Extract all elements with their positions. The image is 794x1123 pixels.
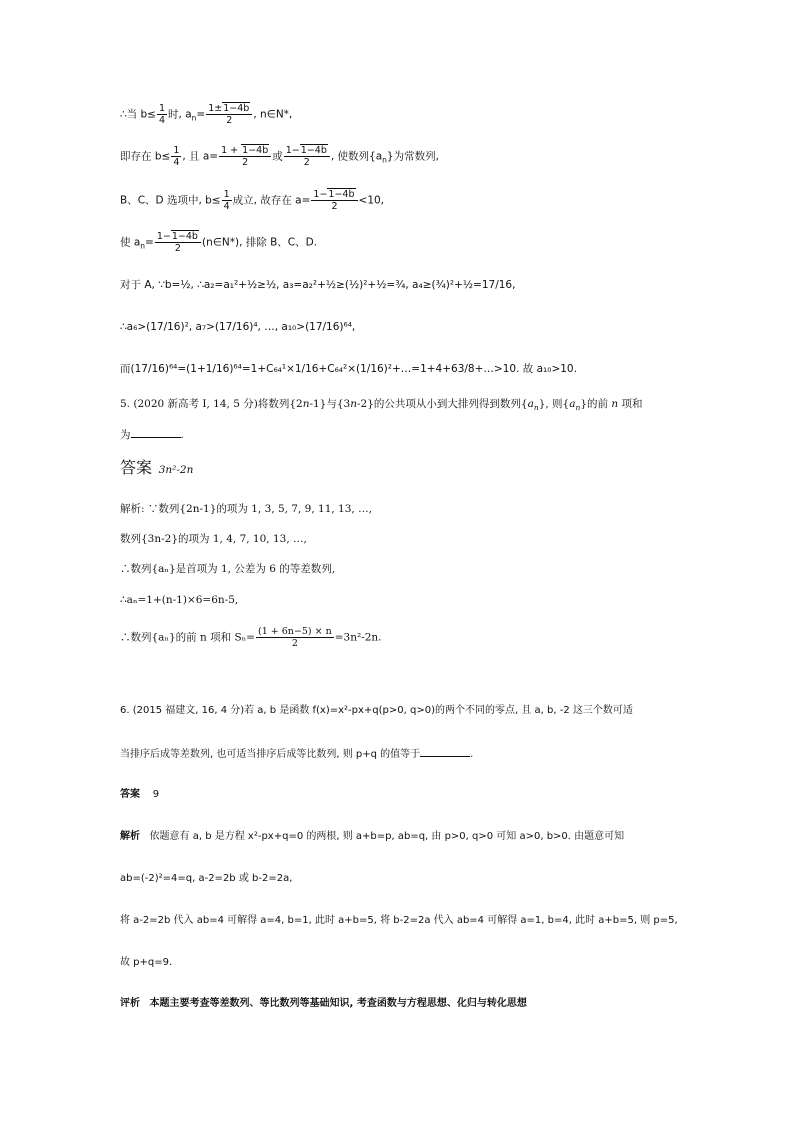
q6-answer-label: 答案 [120,789,140,800]
q6-comment: 评析 本题主要考查等差数列、等比数列等基础知识, 考查函数与方程思想、化归与转化思想 [120,998,527,1009]
q6-title-line2: 当排序后成等差数列, 也可适当排序后成等比数列, 则 p+q 的值等于 . [120,746,473,762]
prev-line-2: 即存在 b≤ $\frac{1}{4}$ , 且 a= $\frac{1 + 1-4b}{2}$ 或 $\frac{1-1-4b}{2}$ , 使数列$\{a_n\}$为常数列, [120,145,439,168]
q5-solution-2: 数列{3n-2}的项为 1, 4, 7, 10, 13, …, [120,533,307,545]
q5-solution-5: ∴数列{aₙ}的前 n 项和 Sₙ= $\frac{(1 + 6n-5) \times n}{2}$ =3n²-2n. [120,626,382,649]
q5-answer [120,458,194,477]
q5-solution-1: 解析: ∵数列{2n-1}的项为 1, 3, 5, 7, 9, 11, 13, …, [120,503,372,515]
q6-analysis-3: 将 a-2=2b 代入 ab=4 可解得 a=4, b=1, 此时 a+b=5, 将 b-2=2a 代入 ab=4 可解得 a=1, b=4, 此时 a+b=5, 则 p=5, [120,915,678,926]
prev-line-1: ∴当 b≤ $\frac{1}{4}$ 时, $a_n=$ $\frac{1\pm 1-4b}{2}$ , n∈N*, [120,103,293,126]
q6-analysis-label: 解析 [120,831,140,842]
q6-analysis-4: 故 p+q=9. [120,957,173,968]
q6-title-line1: 6. (2015 福建文, 16, 4 分)若 a, b 是函数 f(x)=x²-px+q(p>0, q>0)的两个不同的零点, 且 a, b, -2 这三个数可适 [120,705,633,716]
q6-answer-value: 9 [152,789,160,800]
q6-answer [120,788,159,802]
q5-solution-3: ∴数列{aₙ}是首项为 1, 公差为 6 的等差数列, [120,563,336,575]
prev-line-5: 对于 A, ∵b=½, ∴a₂=a₁²+½≥½, a₃=a₂²+½≥(½)²+½=¾, a₄≥(¾)²+½=17/16, [120,279,516,291]
prev-line-7: 而(17/16)⁶⁴=(1+1/16)⁶⁴=1+C₆₄¹×1/16+C₆₄²×(1/16)²+…=1+4+63/8+…>10. 故 a₁₀>10. [120,363,577,375]
q5-answer-label: 答案 [120,458,153,477]
q6-answer-blank [420,746,470,757]
q6-analysis-2: ab=(-2)²=4=q, a-2=2b 或 b-2=2a, [120,873,293,884]
q5-answer-blank [131,427,181,438]
prev-line-3: B、C、D 选项中, b≤ $\frac{1}{4}$ 成立, 故存在 a= $\frac{1-1-4b}{2}$ <10, [120,189,385,212]
q5-title-line1: 5. (2020 新高考 Ⅰ, 14, 5 分)将数列{2n-1}与{3n-2}的公共项从小到大排列得到数列$\{a_n\}$, 则$\{a_n\}$的前 n 项和 [120,398,643,413]
q5-title-line2: 为 . [120,429,184,441]
q5-solution-4: ∴aₙ=1+(n-1)×6=6n-5, [120,594,239,606]
q5-answer-value: 3n²-2n [158,464,194,476]
prev-line-4: 使 $a_n=$ $\frac{1-1-4b}{2}$ (n∈N*), 排除 B、C、D. [120,231,318,254]
prev-line-6: ∴a₆>(17/16)², a₇>(17/16)⁴, …, a₁₀>(17/16)⁶⁴, [120,321,356,333]
q6-analysis-1: 解析 依题意有 a, b 是方程 x²-px+q=0 的两根, 则 a+b=p, ab=q, 由 p>0, q>0 可知 a>0, b>0. 由题意可知 [120,831,625,842]
q6-comment-label: 评析 [120,998,140,1009]
